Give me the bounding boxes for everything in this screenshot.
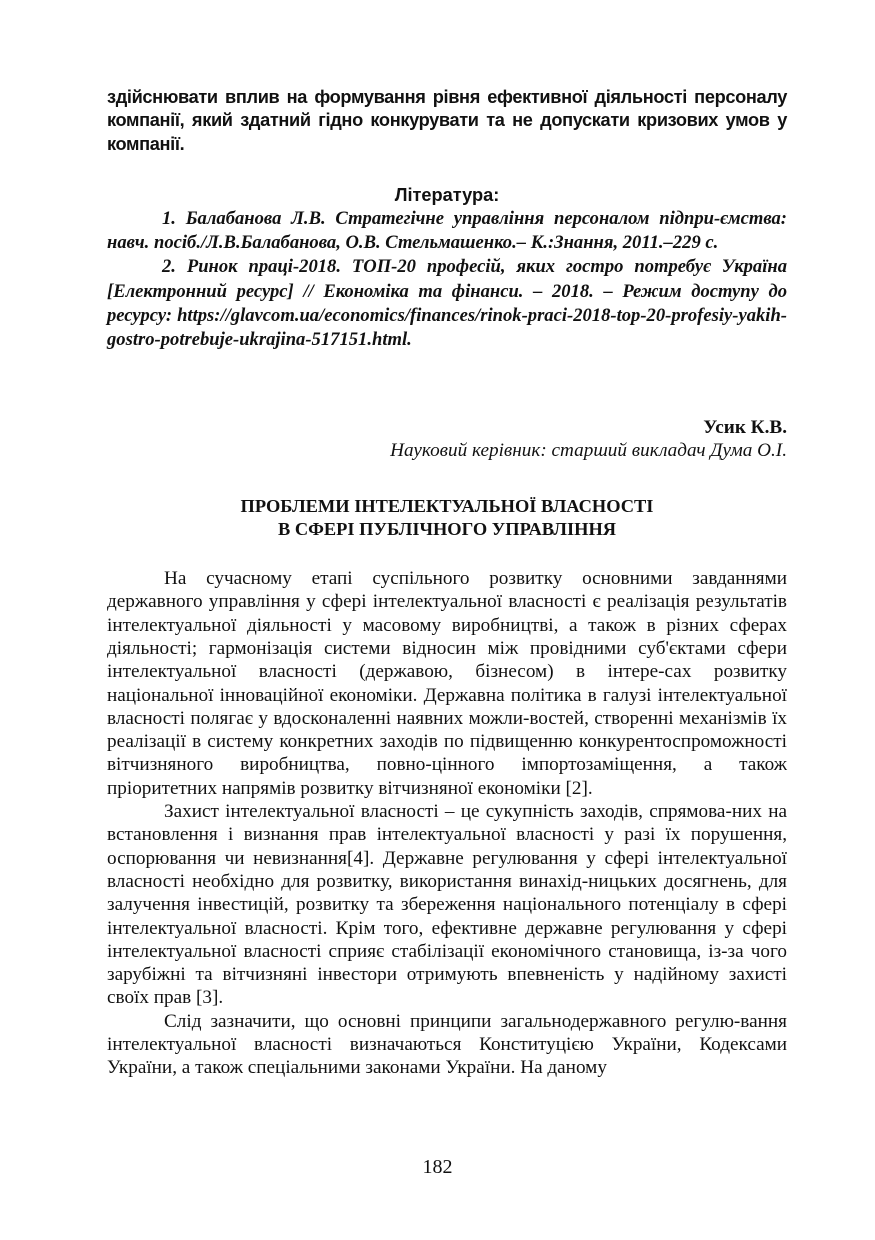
body-paragraph: Слід зазначити, що основні принципи загальнодержавного регулю-вання інтелектуальної власності визначаються Конституцією України, Кодексами України, а також спеціальними законами України. На даному <box>107 1010 787 1079</box>
author-name: Усик К.В. <box>703 417 787 439</box>
body-paragraph: На сучасному етапі суспільного розвитку основними завданнями державного управління у сфері інтелектуальної власності є реалізація результатів інтелектуальної діяльності у масовому виробництві, а також в різних сферах діяльності; гармонізація системи відносин між провідними суб'єктами сфери інтелектуальної власності (державою, бізнесом) в інтере-сах розвитку національної інноваційної економіки. Державна політика в галузі інтелектуальної власності полягає у вдосконаленні наявних можли-востей, створенні механізмів їх реалізації в систему конкретних заходів по підвищенню конкурентоспроможності вітчизняного виробництва, повно-цінного імпортозаміщення, а також пріоритетних напрямів розвитку вітчизняної економіки [2]. <box>107 568 787 799</box>
literature-item: 1. Балабанова Л.В. Стратегічне управління персоналом підпри-ємства: навч. посіб./Л.В.Балабанова, О.В. Стельмашенко.– К.:Знання, 2011.–229 с. <box>107 207 787 254</box>
literature-heading: Література: <box>394 184 500 205</box>
article-title-line: ПРОБЛЕМИ ІНТЕЛЕКТУАЛЬНОЇ ВЛАСНОСТІ <box>240 496 654 517</box>
article-title <box>107 495 787 541</box>
literature-item: 2. Ринок праці-2018. ТОП-20 професій, яких гостро потребує Україна [Електронний ресурс] // Економіка та фінанси. – 2018. – Режим доступу до ресурсу: https://glavcom.ua/economics/finances/rinok-praci-2018-top-20-profesiy-yakih-gostro-potrebuje-ukrajina-517151.html. <box>107 256 787 350</box>
author-block <box>107 416 787 463</box>
article-title-line: В СФЕРІ ПУБЛІЧНОГО УПРАВЛІННЯ <box>277 519 617 540</box>
scientific-advisor: Науковий керівник: старший викладач Дума О.І. <box>390 440 787 462</box>
intro-paragraph: здійснювати вплив на формування рівня ефективної діяльності персоналу компанії, який здатний гідно конкурувати та не допускати кризових умов у компанії. <box>107 87 787 154</box>
document-page <box>107 86 787 1080</box>
body-paragraph: Захист інтелектуальної власності – це сукупність заходів, спрямова-них на встановлення і визнання прав інтелектуальної власності у разі їх порушення, оспорювання чи невизнання[4]. Державне регулювання у сфері інтелектуальної власності необхідно для розвитку, використання винахід-ницьких досягнень, для залучення інвестицій, розвитку та збереження національного потенціалу в сфері інтелектуальної власності. Крім того, ефективне державне регулювання у сфері інтелектуальної власності сприяє стабілізації економічного становища, із-за чого зарубіжні та вітчизняні інвестори отримують впевненість у надійному захисті своїх прав [3]. <box>107 801 787 1009</box>
page-number: 182 <box>422 1156 453 1178</box>
